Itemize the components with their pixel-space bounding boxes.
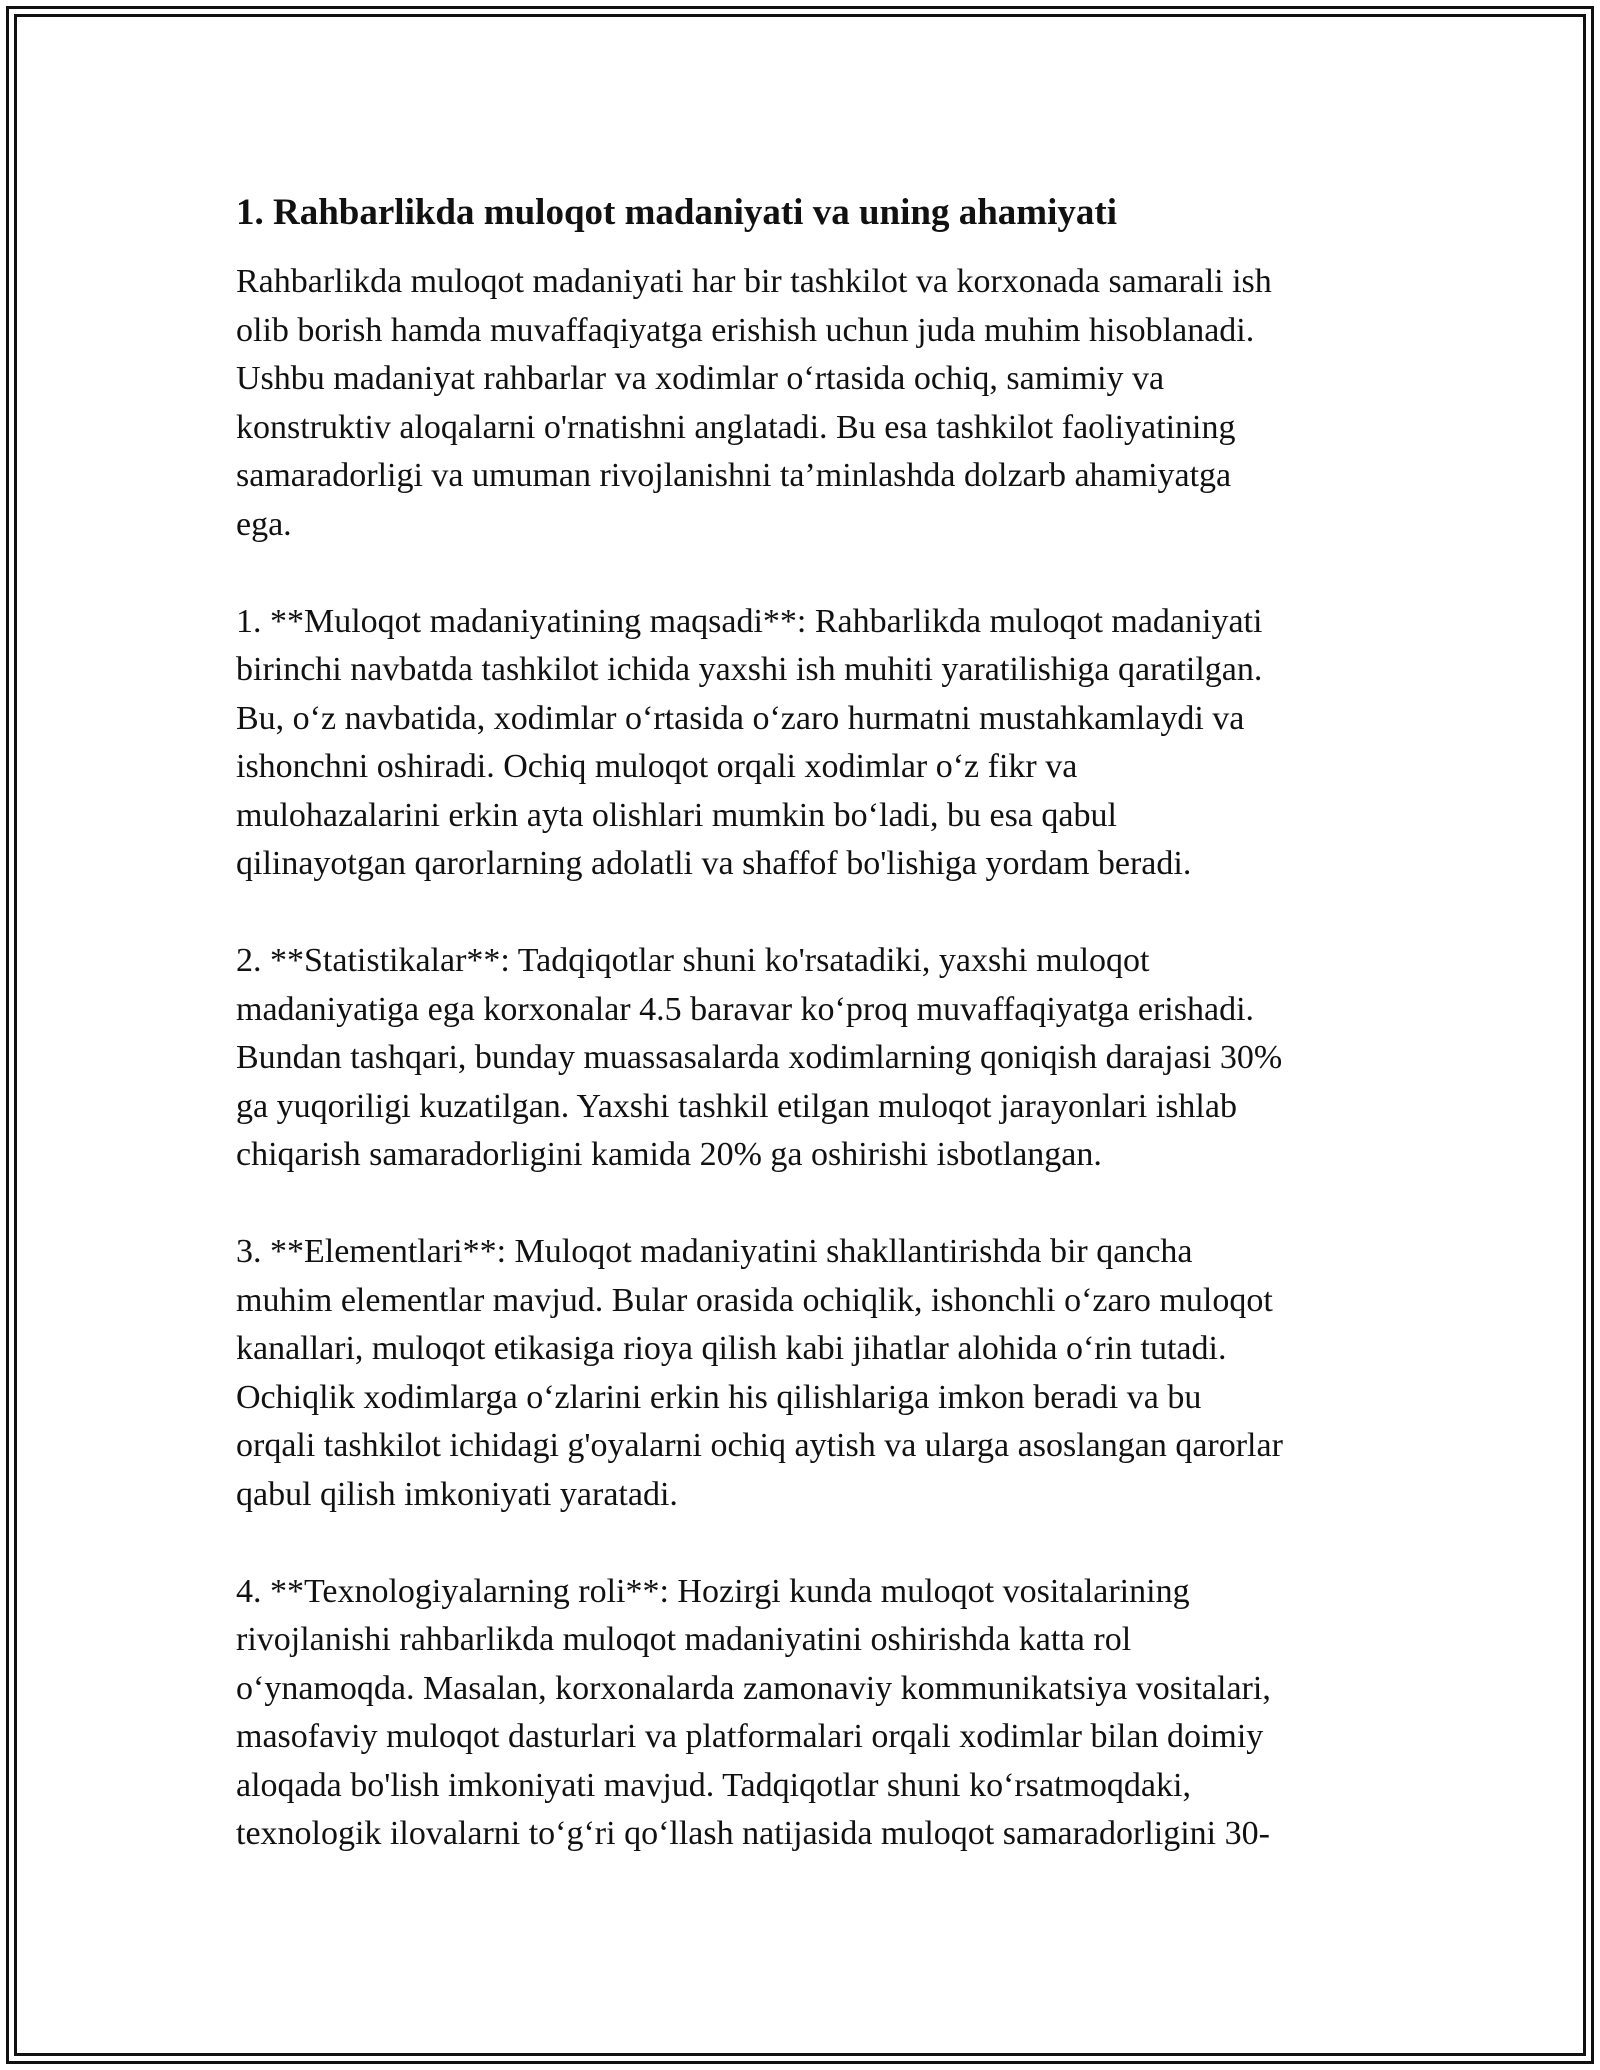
text-line: texnologik ilovalarni to‘g‘ri qo‘llash natijasida muloqot samaradorligini 30-	[236, 1815, 1270, 1852]
paragraph-point-4	[236, 1568, 1376, 1859]
paragraph-point-1	[236, 598, 1376, 889]
text-line: ishonchni oshiradi. Ochiq muloqot orqali xodimlar o‘z fikr va	[236, 748, 1078, 785]
text-line: Bu, o‘z navbatida, xodimlar o‘rtasida o‘zaro hurmatni mustahkamlaydi va	[236, 699, 1245, 737]
text-line: aloqada bo'lish imkoniyati mavjud. Tadqiqotlar shuni ko‘rsatmoqdaki,	[236, 1766, 1191, 1804]
text-line: Ochiqlik xodimlarga o‘zlarini erkin his qilishlariga imkon beradi va bu	[236, 1378, 1202, 1416]
text-line: qilinayotgan qarorlarning adolatli va shaffof bo'lishiga yordam beradi.	[236, 845, 1192, 882]
text-line: mulohazalarini erkin ayta olishlari mumkin bo‘ladi, bu esa qabul	[236, 796, 1117, 834]
text-line: kanallari, muloqot etikasiga rioya qilish kabi jihatlar alohida o‘rin tutadi.	[236, 1330, 1227, 1367]
text-line: rivojlanishi rahbarlikda muloqot madaniyatini oshirishda katta rol	[236, 1621, 1132, 1658]
text-line: muhim elementlar mavjud. Bular orasida ochiqlik, ishonchli o‘zaro muloqot	[236, 1281, 1273, 1319]
text-line: 4. **Texnologiyalarning roli**: Hozirgi kunda muloqot vositalarining	[236, 1572, 1190, 1610]
text-line: olib borish hamda muvaffaqiyatga erishish uchun juda muhim hisoblanadi.	[236, 311, 1255, 349]
text-line: ega.	[236, 505, 292, 543]
text-line: qabul qilish imkoniyati yaratadi.	[236, 1475, 678, 1513]
text-line: 1. **Muloqot madaniyatining maqsadi**: Rahbarlikda muloqot madaniyati	[236, 602, 1263, 640]
text-line: ga yuqoriligi kuzatilgan. Yaxshi tashkil etilgan muloqot jarayonlari ishlab	[236, 1087, 1237, 1125]
text-line: konstruktiv aloqalarni o'rnatishni anglatadi. Bu esa tashkilot faoliyatining	[236, 408, 1236, 446]
text-line: masofaviy muloqot dasturlari va platformalari orqali xodimlar bilan doimiy	[236, 1718, 1264, 1755]
text-line: chiqarish samaradorligini kamida 20% ga oshirishi isbotlangan.	[236, 1136, 1102, 1173]
paragraph-point-2	[236, 937, 1376, 1180]
text-line: birinchi navbatda tashkilot ichida yaxshi ish muhiti yaratilishiga qaratilgan.	[236, 651, 1263, 688]
text-line: 2. **Statistikalar**: Tadqiqotlar shuni ko'rsatadiki, yaxshi muloqot	[236, 942, 1150, 979]
text-line: madaniyatiga ega korxonalar 4.5 baravar ko‘proq muvaffaqiyatga erishadi.	[236, 990, 1255, 1028]
document-body	[236, 188, 1376, 1859]
paragraph-point-3	[236, 1228, 1376, 1519]
text-line: orqali tashkilot ichidagi g'oyalarni ochiq aytish va ularga asoslangan qarorlar	[236, 1427, 1283, 1464]
text-line: Ushbu madaniyat rahbarlar va xodimlar o‘rtasida ochiq, samimiy va	[236, 360, 1165, 397]
text-line: o‘ynamoqda. Masalan, korxonalarda zamonaviy kommunikatsiya vositalari,	[236, 1669, 1271, 1707]
text-line: 3. **Elementlari**: Muloqot madaniyatini shakllantirishda bir qancha	[236, 1233, 1193, 1270]
text-line: Bundan tashqari, bunday muassasalarda xodimlarning qoniqish darajasi 30%	[236, 1039, 1283, 1076]
text-line: Rahbarlikda muloqot madaniyati har bir tashkilot va korxonada samarali ish	[236, 263, 1272, 300]
text-line: samaradorligi va umuman rivojlanishni ta’minlashda dolzarb ahamiyatga	[236, 457, 1232, 494]
paragraph-intro	[236, 258, 1376, 549]
section-heading: 1. Rahbarlikda muloqot madaniyati va uning ahamiyati	[236, 192, 1117, 233]
